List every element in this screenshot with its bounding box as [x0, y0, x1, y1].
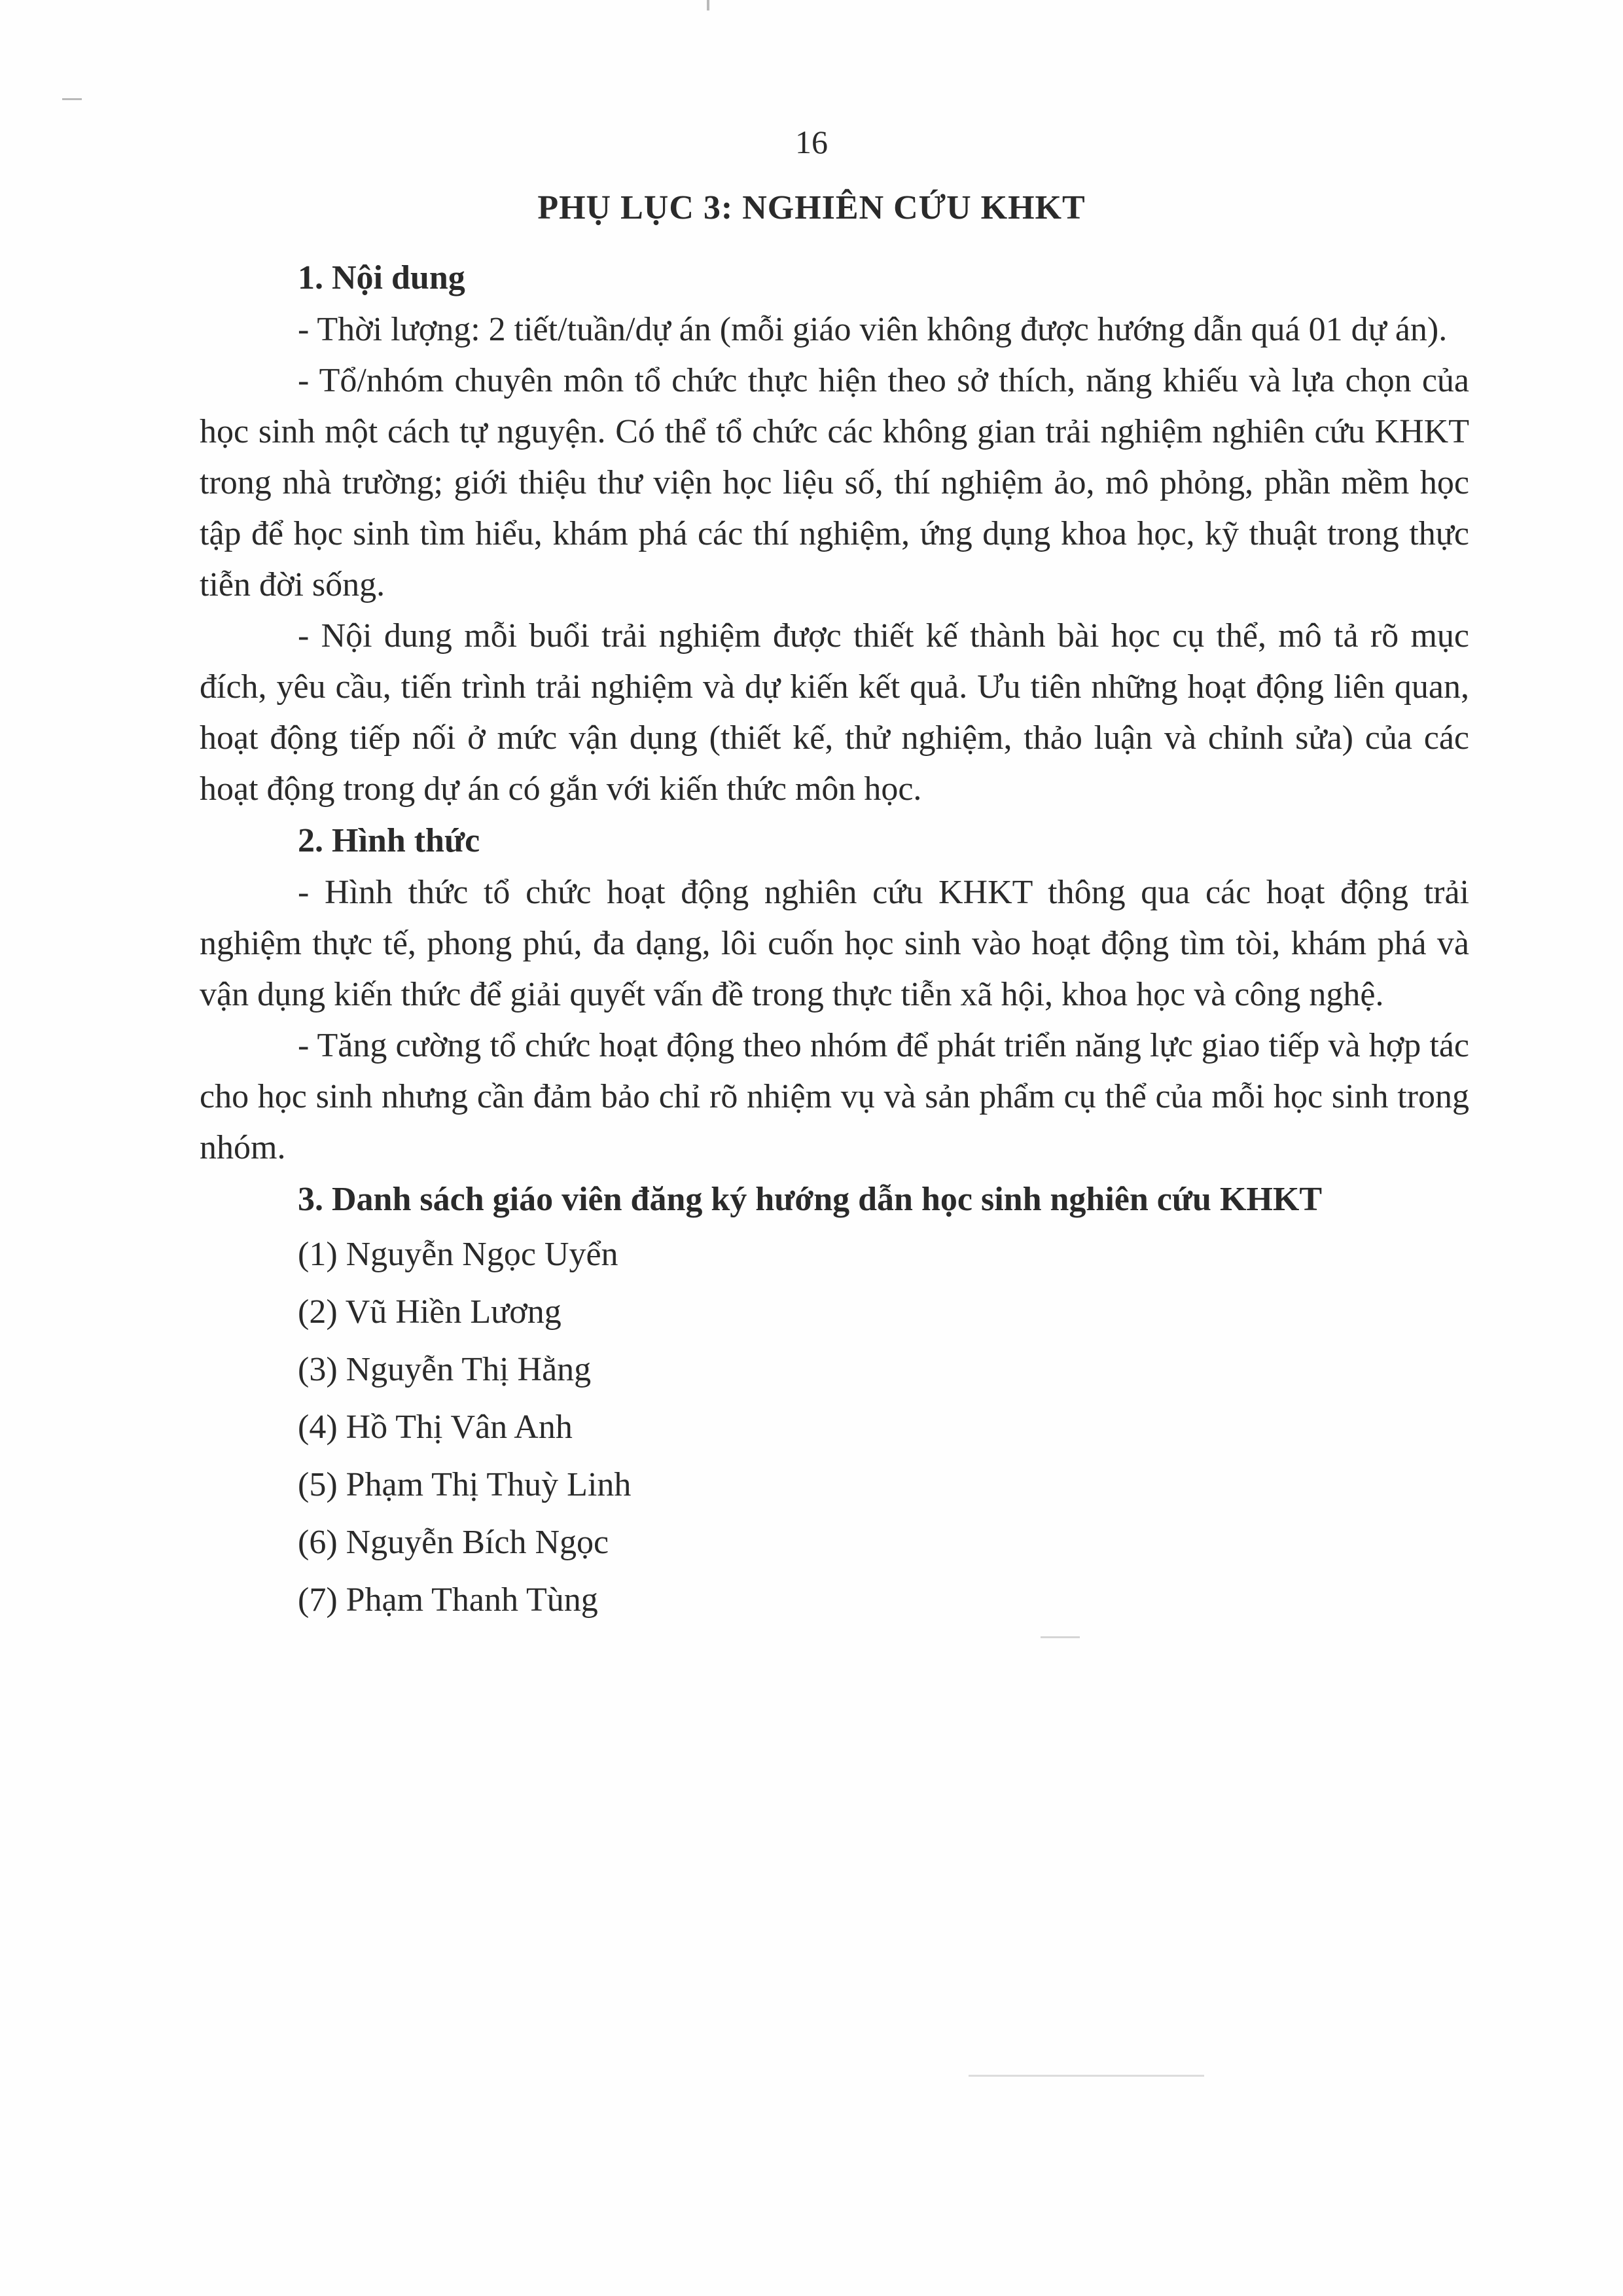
scan-speck: [969, 2075, 1204, 2077]
section-format: [200, 815, 1469, 1174]
list-item: (6) Nguyễn Bích Ngọc: [298, 1524, 609, 1561]
list-item: (1) Nguyễn Ngọc Uyển: [298, 1236, 618, 1273]
section-heading: 2. Hình thức: [298, 822, 480, 859]
page-number: 16: [795, 124, 828, 160]
list-item: (2) Vũ Hiền Lương: [298, 1293, 562, 1331]
list-item: (4) Hồ Thị Vân Anh: [298, 1408, 573, 1446]
section-heading: 1. Nội dung: [298, 259, 465, 296]
appendix-title: PHỤ LỤC 3: NGHIÊN CỨU KHKT: [537, 189, 1086, 226]
document-body: [200, 252, 1469, 1629]
section-content: [200, 252, 1469, 815]
scan-speck: [1041, 1636, 1080, 1638]
paragraph-duration: - Thời lượng: 2 tiết/tuần/dự án (mỗi giáo viên không được hướng dẫn quá 01 dự án).: [298, 311, 1448, 348]
paragraph-format: - Hình thức tổ chức hoạt động nghiên cứu KHKT thông qua các hoạt động trải nghiệm thực tế, phong phú, đa dạng, lôi cuốn học sinh vào hoạt động tìm tòi, khám phá và vận dụng kiến thức để giải quyết vấn đề trong thực tiễn xã hội, khoa học và công nghệ.: [200, 874, 1469, 1013]
scan-speck: [707, 0, 709, 10]
list-item: (3) Nguyễn Thị Hằng: [298, 1351, 592, 1388]
teacher-list: [200, 1226, 1469, 1629]
section-teacher-list: [200, 1174, 1469, 1629]
paragraph-organization: - Tổ/nhóm chuyên môn tổ chức thực hiện theo sở thích, năng khiếu và lựa chọn của học sinh một cách tự nguyện. Có thể tổ chức các không gian trải nghiệm nghiên cứu KHKT trong nhà trường; giới thiệu thư viện học liệu số, thí nghiệm ảo, mô phỏng, phần mềm học tập để học sinh tìm hiểu, khám phá các thí nghiệm, ứng dụng khoa học, kỹ thuật trong thực tiễn đời sống.: [200, 362, 1469, 603]
paragraph-group-work: - Tăng cường tổ chức hoạt động theo nhóm để phát triển năng lực giao tiếp và hợp tác cho học sinh nhưng cần đảm bảo chỉ rõ nhiệm vụ và sản phẩm cụ thể của mỗi học sinh trong nhóm.: [200, 1027, 1469, 1166]
section-heading: 3. Danh sách giáo viên đăng ký hướng dẫn học sinh nghiên cứu KHKT: [298, 1181, 1323, 1218]
scan-speck: [62, 98, 82, 100]
paragraph-session-content: - Nội dung mỗi buổi trải nghiệm được thiết kế thành bài học cụ thể, mô tả rõ mục đích, yêu cầu, tiến trình trải nghiệm và dự kiến kết quả. Ưu tiên những hoạt động liên quan, hoạt động tiếp nối ở mức vận dụng (thiết kế, thử nghiệm, thảo luận và chỉnh sửa) của các hoạt động trong dự án có gắn với kiến thức môn học.: [200, 617, 1469, 808]
list-item: (7) Phạm Thanh Tùng: [298, 1581, 598, 1619]
list-item: (5) Phạm Thị Thuỳ Linh: [298, 1466, 632, 1503]
